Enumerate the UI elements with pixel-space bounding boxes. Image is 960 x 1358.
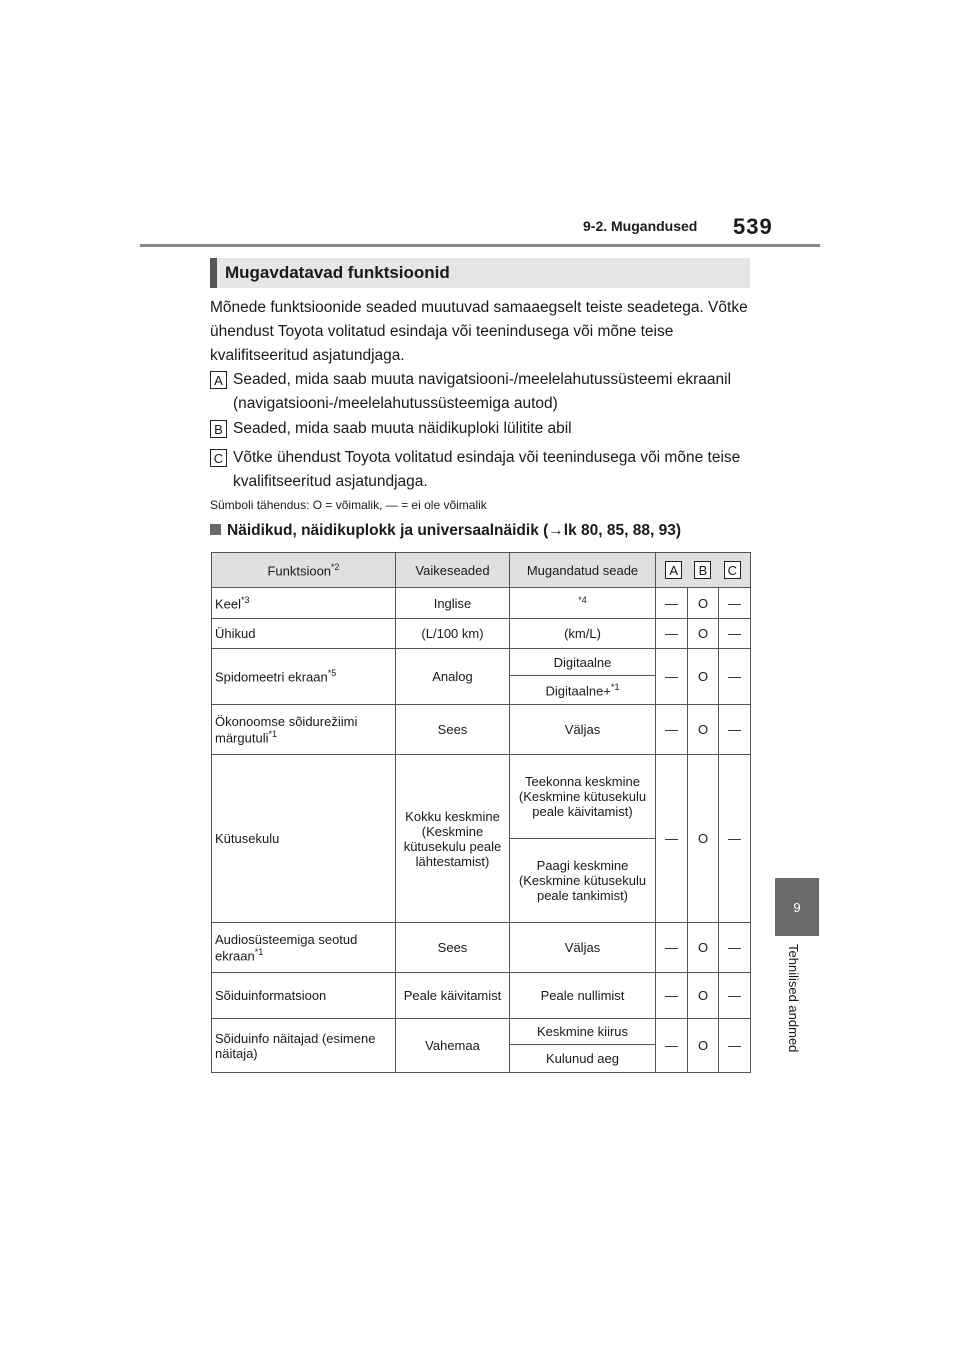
table-header-row <box>212 553 751 588</box>
settings-table <box>211 552 751 1073</box>
letter-b-badge: B <box>694 561 711 579</box>
list-item-text: Seaded, mida saab muuta näidikuploki lülitite abil <box>233 420 572 437</box>
cell-b: O <box>688 973 719 1019</box>
cell-default: Peale käivitamist <box>396 973 510 1019</box>
cell-default: Sees <box>396 923 510 973</box>
cell-custom: (km/L) <box>510 619 656 649</box>
cell-function: Keel$^{*3}$ <box>212 588 396 619</box>
table-heading <box>210 522 681 540</box>
table-row <box>212 705 751 755</box>
cell-a: — <box>656 649 688 705</box>
cell-b: O <box>688 705 719 755</box>
header-default: Vaikeseaded <box>396 553 510 588</box>
cell-function: Sõiduinformatsioon <box>212 973 396 1019</box>
cell-c: — <box>719 923 751 973</box>
cell-function: Ühikud <box>212 619 396 649</box>
header-function: Funktsioon$^{*2}$ <box>212 553 396 588</box>
cell-default: Kokku keskmine (Keskmine kütusekulu peale lähtestamist) <box>396 755 510 923</box>
list-item-text: Seaded, mida saab muuta navigatsiooni-/meelelahutussüsteemi ekraanil (navigatsiooni-/meelelahutussüsteemiga autod) <box>233 371 732 412</box>
cell-a: — <box>656 705 688 755</box>
cell-default: (L/100 km) <box>396 619 510 649</box>
table-row <box>212 619 751 649</box>
section-header: 9-2. Mugandused <box>583 218 698 234</box>
cell-a: — <box>656 755 688 923</box>
cell-c: — <box>719 619 751 649</box>
square-bullet-icon <box>210 524 221 535</box>
cell-b: O <box>688 619 719 649</box>
chapter-label: Tehnilised andmed <box>786 944 801 1053</box>
cell-a: — <box>656 973 688 1019</box>
section-title: Mugavdatavad funktsioonid <box>210 258 750 288</box>
cell-custom: Kulunud aeg <box>510 1045 656 1073</box>
header-abc <box>656 553 751 588</box>
intro-paragraph: Mõnede funktsioonide seaded muutuvad samaaegselt teiste seadetega. Võtke ühendust Toyota volitatud esindaja või teenindusega või mõne teise kvalifitseeritud asjatundjaga. <box>210 299 748 364</box>
letter-c-badge: C <box>724 561 741 579</box>
table-row <box>212 1019 751 1045</box>
cell-custom: *4 <box>510 588 656 619</box>
cell-b: O <box>688 923 719 973</box>
cell-b: O <box>688 1019 719 1073</box>
cell-function: Sõiduinfo näitajad (esimene näitaja) <box>212 1019 396 1073</box>
cell-default: Analog <box>396 649 510 705</box>
list-item-b <box>210 417 758 441</box>
cell-c: — <box>719 1019 751 1073</box>
table-heading-text: Näidikud, näidikuplokk ja universaalnäidik (→lk 80, 85, 88, 93) <box>227 522 681 539</box>
cell-custom: Keskmine kiirus <box>510 1019 656 1045</box>
cell-custom: Paagi keskmine (Keskmine kütusekulu peale tankimist) <box>510 839 656 923</box>
cell-function: Audiosüsteemiga seotud ekraan$^{*1}$ <box>212 923 396 973</box>
cell-function: Ökonoomse sõidurežiimi märgutuli$^{*1}$ <box>212 705 396 755</box>
cell-custom: Väljas <box>510 923 656 973</box>
cell-c: — <box>719 973 751 1019</box>
list-item-a <box>210 368 758 416</box>
table-row <box>212 973 751 1019</box>
table-row <box>212 649 751 676</box>
cell-a: — <box>656 588 688 619</box>
cell-custom: Digitaalne <box>510 649 656 676</box>
cell-b: O <box>688 755 719 923</box>
page-number: 539 <box>733 214 773 239</box>
table-row <box>212 923 751 973</box>
cell-b: O <box>688 649 719 705</box>
letter-a-badge: A <box>665 561 682 579</box>
table-row <box>212 755 751 839</box>
table-row <box>212 588 751 619</box>
header-divider <box>140 244 820 247</box>
cell-b: O <box>688 588 719 619</box>
letter-c-badge: C <box>210 449 227 467</box>
chapter-tab[interactable]: 9 <box>775 878 819 936</box>
cell-a: — <box>656 619 688 649</box>
cell-custom: Peale nullimist <box>510 973 656 1019</box>
cell-default: Vahemaa <box>396 1019 510 1073</box>
cell-custom: Digitaalne+$^{*1}$ <box>510 676 656 705</box>
cell-c: — <box>719 649 751 705</box>
cell-c: — <box>719 588 751 619</box>
list-item-c <box>210 446 758 494</box>
cell-a: — <box>656 1019 688 1073</box>
letter-a-badge: A <box>210 371 227 389</box>
cell-function: Spidomeetri ekraan$^{*5}$ <box>212 649 396 705</box>
cell-default: Inglise <box>396 588 510 619</box>
symbol-legend: Sümboli tähendus: O = võimalik, — = ei ole võimalik <box>210 498 487 512</box>
cell-function: Kütusekulu <box>212 755 396 923</box>
cell-custom: Väljas <box>510 705 656 755</box>
cell-custom: Teekonna keskmine (Keskmine kütusekulu peale käivitamist) <box>510 755 656 839</box>
cell-c: — <box>719 755 751 923</box>
header-custom: Mugandatud seade <box>510 553 656 588</box>
letter-b-badge: B <box>210 420 227 438</box>
cell-a: — <box>656 923 688 973</box>
cell-c: — <box>719 705 751 755</box>
list-item-text: Võtke ühendust Toyota volitatud esindaja või teenindusega või mõne teise kvalifitseeritud asjatundjaga. <box>233 449 741 490</box>
cell-default: Sees <box>396 705 510 755</box>
